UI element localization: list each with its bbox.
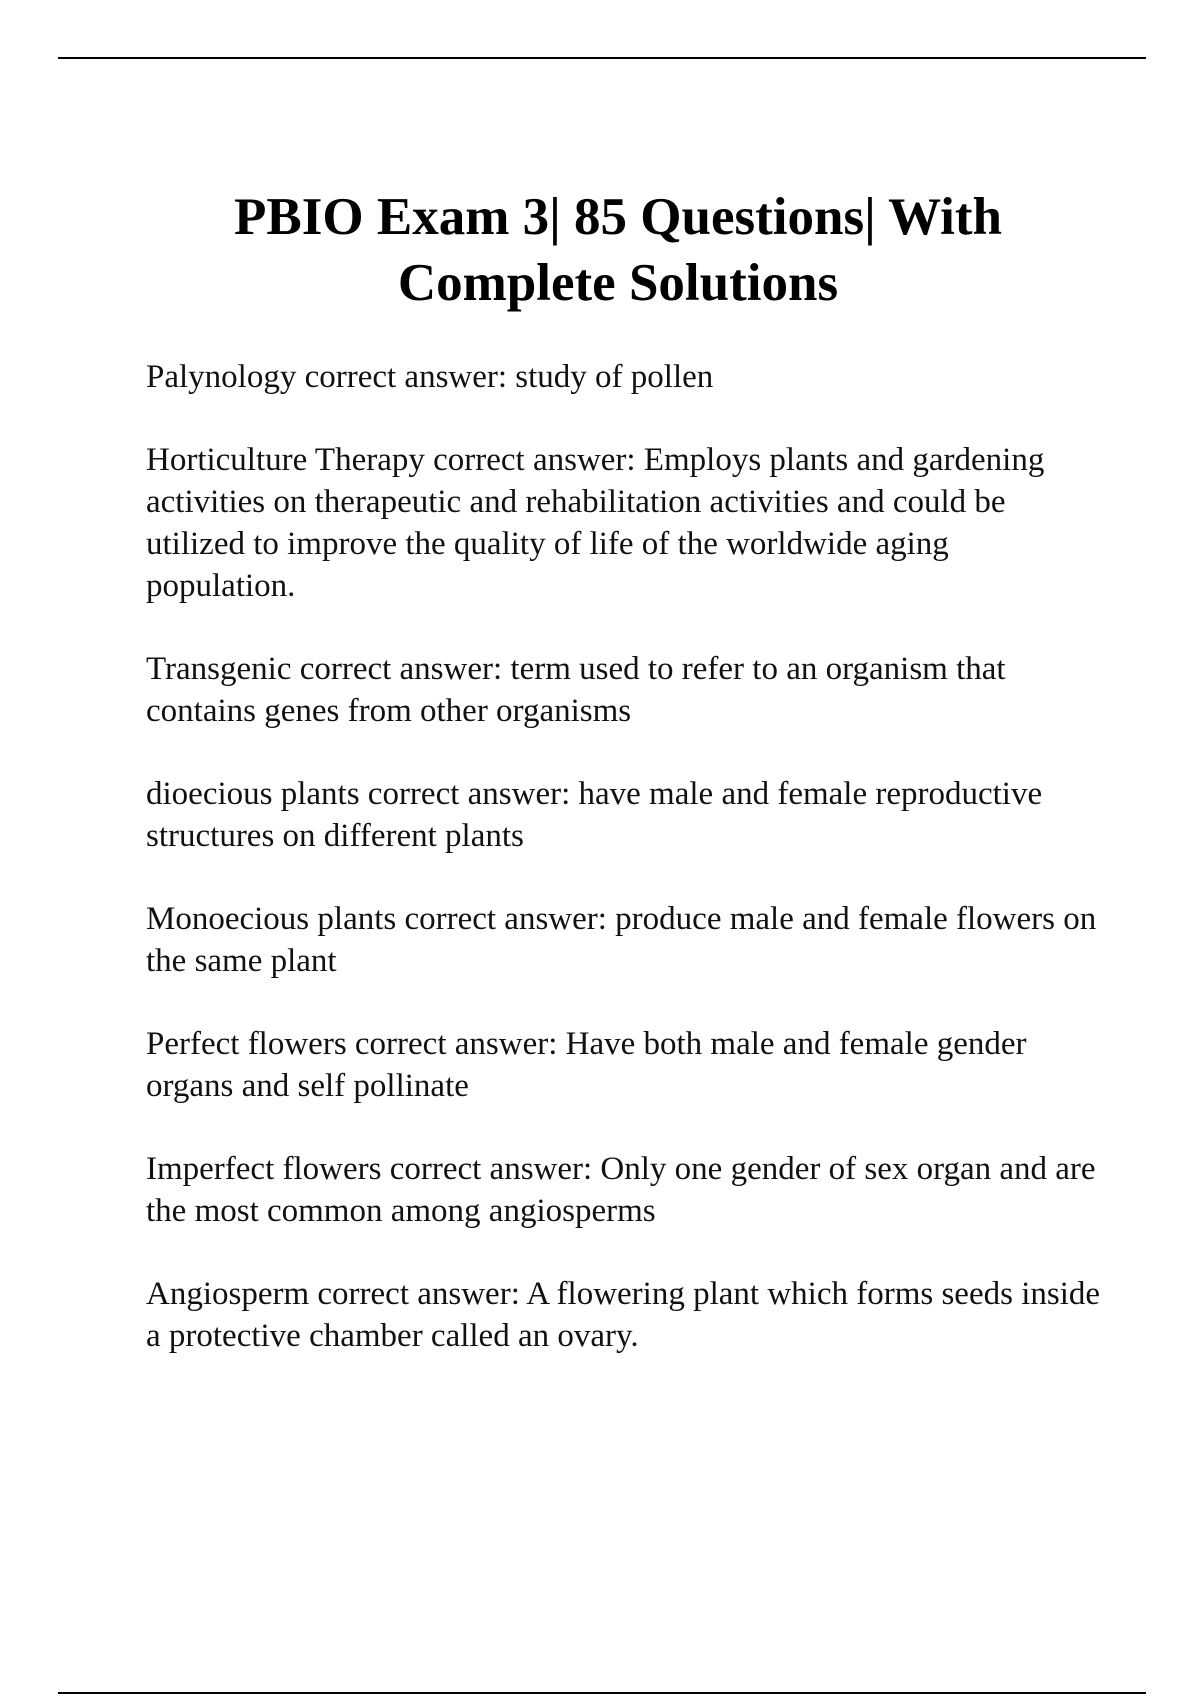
qa-entry-palynology: Palynology correct answer: study of pollen: [146, 359, 714, 395]
qa-entry-imperfect-flowers: Imperfect flowers correct answer: Only one gender of sex organ and are the most common among angiosperms: [146, 1151, 1096, 1229]
bottom-divider: [58, 1692, 1146, 1694]
qa-entry-horticulture-therapy: Horticulture Therapy correct answer: Employs plants and gardening activities on therapeutic and rehabilitation activities and could be utilized to improve the quality of life of the worldwide aging population.: [146, 442, 1045, 604]
page-title: [0, 184, 1200, 316]
qa-entry-dioecious-plants: dioecious plants correct answer: have male and female reproductive structures on different plants: [146, 776, 1043, 854]
qa-entry-transgenic: Transgenic correct answer: term used to refer to an organism that contains genes from other organisms: [146, 651, 1006, 729]
title-line-1: PBIO Exam 3| 85 Questions| With: [234, 188, 1002, 246]
top-divider: [58, 57, 1146, 59]
qa-list: [146, 356, 1106, 1398]
title-line-2: Complete Solutions: [397, 254, 839, 312]
qa-entry-monoecious-plants: Monoecious plants correct answer: produce male and female flowers on the same plant: [146, 901, 1097, 979]
qa-entry-angiosperm: Angiosperm correct answer: A flowering plant which forms seeds inside a protective chamber called an ovary.: [146, 1276, 1101, 1354]
qa-entry-perfect-flowers: Perfect flowers correct answer: Have both male and female gender organs and self pollinate: [146, 1026, 1027, 1104]
